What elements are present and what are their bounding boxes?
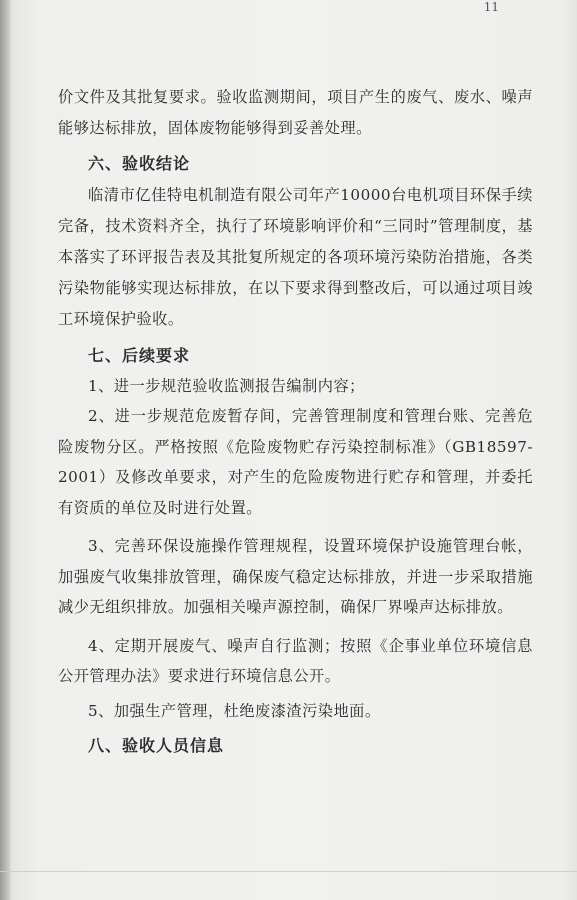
page-binding-edge bbox=[0, 0, 10, 900]
intro-paragraph: 价文件及其批复要求。验收监测期间，项目产生的废气、废水、噪声能够达标排放，固体废物能够得到妥善处理。 bbox=[58, 88, 533, 138]
follow-up-item: 4、定期开展废气、噪声自行监测；按照《企事业单位环境信息公开管理办法》要求进行环境信息公开。 bbox=[58, 636, 533, 686]
conclusion-paragraph: 临清市亿佳特电机制造有限公司年产10000台电机项目环保手续完备，技术资料齐全，执行了环境影响评价和“三同时”管理制度，基本落实了环评报告表及其批复所规定的各项环境污染防治措施，各类污染物能够实现达标排放，在以下要求得到整改后，可以通过项目竣工环境保护验收。 bbox=[58, 185, 533, 329]
page-bottom-shadow bbox=[0, 871, 577, 872]
section-heading-conclusion: 六、验收结论 bbox=[88, 154, 191, 174]
follow-up-item: 5、加强生产管理，杜绝废漆渣污染地面。 bbox=[88, 701, 381, 720]
section-heading-follow-up: 七、后续要求 bbox=[88, 345, 191, 365]
page-number: 11 bbox=[483, 0, 499, 14]
follow-up-item: 2、进一步规范危废暂存间，完善管理制度和管理台账、完善危险废物分区。严格按照《危险废物贮存污染控制标准》（GB18597-2001）及修改单要求，对产生的危险废物进行贮存和管理，并委托有资质的单位及时进行处置。 bbox=[58, 407, 533, 517]
follow-up-item: 3、完善环保设施操作管理规程，设置环境保护设施管理台帐，加强废气收集排放管理，确保废气稳定达标排放，并进一步采取措施减少无组织排放。加强相关噪声源控制，确保厂界噪声达标排放。 bbox=[58, 537, 533, 617]
follow-up-item: 1、进一步规范验收监测报告编制内容； bbox=[88, 376, 365, 395]
section-heading-personnel: 八、验收人员信息 bbox=[88, 736, 225, 756]
document-body bbox=[58, 82, 533, 762]
